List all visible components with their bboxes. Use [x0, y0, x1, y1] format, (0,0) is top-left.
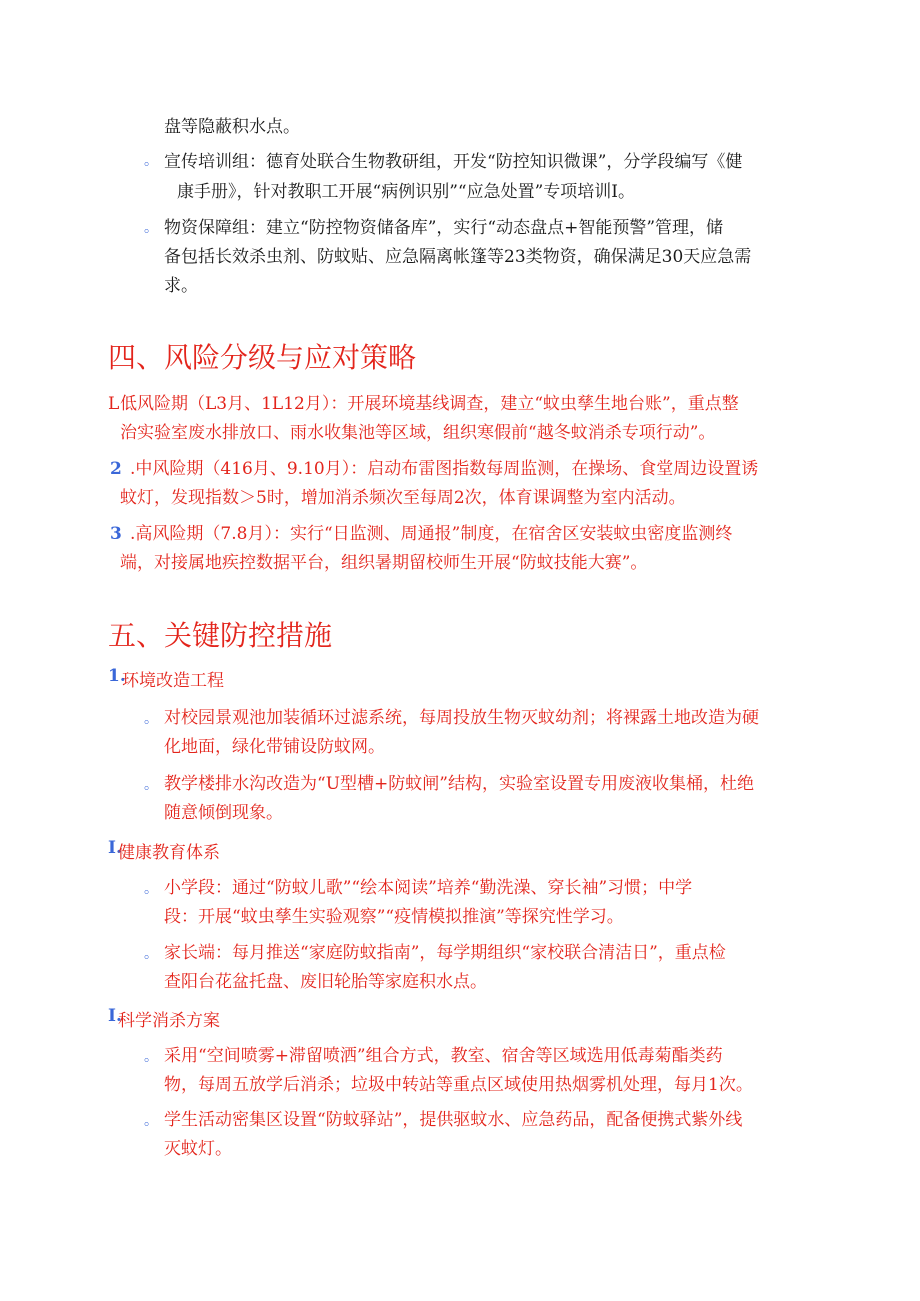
measure-line: 化地面，绿化带铺设防蚊网。 — [164, 737, 385, 757]
measure-line: 对校园景观池加装循环过滤系统，每周投放生物灭蚊幼剂；将裸露土地改造为硬 — [164, 708, 759, 728]
measure-line: 段：开展“蚊虫孳生实验观察”“疫情模拟推演”等探究性学习。 — [164, 907, 624, 927]
list-item-line: 求。 — [164, 276, 198, 296]
measure-line: 查阳台花盆托盘、废旧轮胎等家庭积水点。 — [164, 972, 487, 992]
bullet-icon: 。 — [144, 946, 158, 962]
measure-line: 采用“空间喷雾+滞留喷洒”组合方式，教室、宿舍等区域选用低毒菊酯类药 — [164, 1046, 723, 1066]
group-label: 科学消杀方案 — [118, 1011, 220, 1031]
group-label: 健康教育体系 — [118, 843, 220, 863]
measure-line: 小学段：通过“防蚊儿歌”“绘本阅读”培养“勤洗澡、穿长袖”习惯；中学 — [164, 878, 693, 898]
section-heading-4: 四、风险分级与应对策略 — [108, 341, 417, 374]
list-item-line: 物资保障组：建立“防控物资储备库”，实行“动态盘点+智能预警”管理，储 — [164, 218, 724, 238]
measure-line: 学生活动密集区设置“防蚊驿站”，提供驱蚊水、应急药品，配备便携式紫外线 — [164, 1110, 743, 1130]
risk-line: .高风险期（7.8月）：实行“日监测、周通报”制度，在宿舍区安装蚊虫密度监测终 — [130, 524, 733, 544]
bullet-icon: 。 — [144, 1113, 158, 1129]
measure-line: 灭蚊灯。 — [164, 1139, 232, 1159]
bullet-icon: 。 — [144, 881, 158, 897]
risk-line: 低风险期（L3月、1L12月）：开展环境基线调查，建立“蚊虫孳生地台账”，重点整 — [120, 394, 739, 414]
risk-line: 蚊灯，发现指数＞5时，增加消杀频次至每周2次，体育课调整为室内活动。 — [120, 488, 686, 508]
measure-line: 随意倾倒现象。 — [164, 803, 283, 823]
bullet-icon: 。 — [144, 1049, 158, 1065]
group-number: I. — [108, 838, 122, 858]
measure-line: 教学楼排水沟改造为“U型槽+防蚊闸”结构，实验室设置专用废液收集桶，杜绝 — [164, 774, 754, 794]
bullet-icon: 。 — [144, 220, 158, 236]
measure-line: 家长端：每月推送“家庭防蚊指南”，每学期组织“家校联合清洁日”，重点检 — [164, 943, 726, 963]
paragraph-continuation: 盘等隐蔽积水点。 — [164, 117, 300, 137]
risk-line: 治实验室废水排放口、雨水收集池等区域，组织寒假前“越冬蚊消杀专项行动”。 — [120, 423, 716, 443]
measure-line: 物，每周五放学后消杀；垃圾中转站等重点区域使用热烟雾机处理，每月1次。 — [164, 1075, 753, 1095]
group-number: I. — [108, 1006, 122, 1026]
group-number: 1. — [108, 666, 126, 686]
list-item-line: 备包括长效杀虫剂、防蚊贴、应急隔离帐篷等23类物资，确保满足30天应急需 — [164, 247, 752, 267]
bullet-icon: 。 — [144, 153, 158, 169]
risk-line: 端，对接属地疾控数据平台，组织暑期留校师生开展“防蚊技能大赛”。 — [120, 553, 648, 573]
bullet-icon: 。 — [144, 711, 158, 727]
item-number: L — [108, 394, 120, 414]
item-number: 3 — [110, 524, 122, 544]
bullet-icon: 。 — [144, 777, 158, 793]
risk-line: .中风险期（416月、9.10月）：启动布雷图指数每周监测，在操场、食堂周边设置诱 — [130, 459, 759, 479]
list-item-line: 宣传培训组：德育处联合生物教研组，开发“防控知识微课”，分学段编写《健 — [164, 152, 743, 172]
section-heading-5: 五、关键防控措施 — [108, 619, 333, 652]
group-label: 环境改造工程 — [122, 671, 224, 691]
item-number: 2 — [110, 459, 122, 479]
list-item-line: 康手册》，针对教职工开展“病例识别”“应急处置”专项培训I。 — [177, 182, 635, 202]
